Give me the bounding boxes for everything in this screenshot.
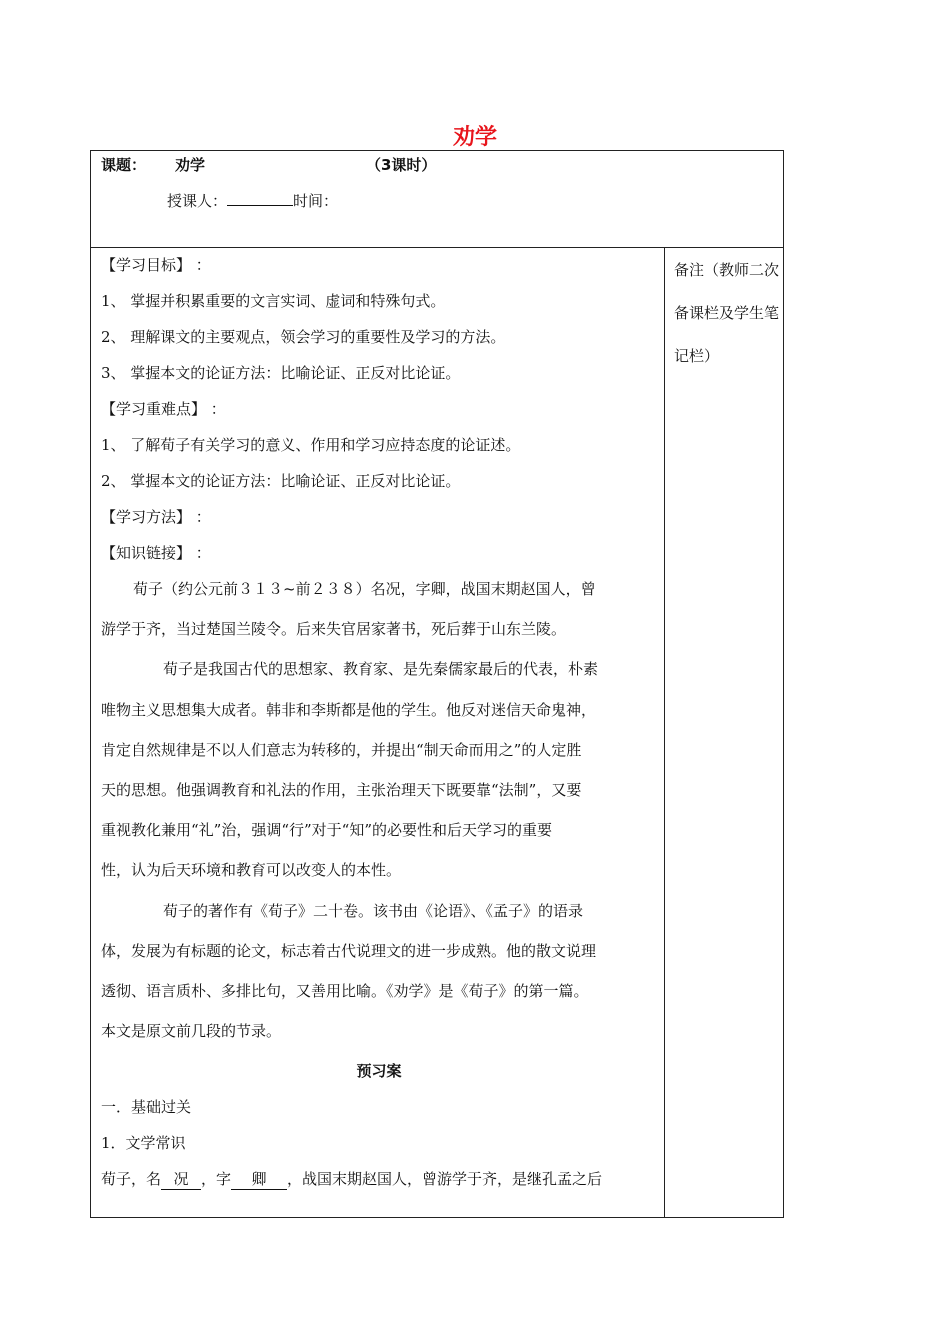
goal-item: 2、 理解课文的主要观点，领会学习的重要性及学习的方法。 [101,328,506,346]
link-heading: 【知识链接】 ： [101,544,211,562]
topic-name: 劝学 [175,156,206,174]
notes-divider [664,247,665,1218]
goal-item: 3、 掌握本文的论证方法：比喻论证、正反对比论证。 [101,364,461,382]
topic-label: 课题： [101,156,147,174]
text-line: 本文是原文前几段的节录。 [101,1022,282,1041]
goal-item: 1、 掌握并积累重要的文言实词、虚词和特殊句式。 [101,292,446,310]
text-line: 荀子是我国古代的思想家、教育家、是先秦儒家最后的代表，朴素 [163,660,599,679]
fill-text: ，字 [201,1170,232,1189]
lesson-hours: （3课时） [366,156,437,174]
text-line: 性，认为后天环境和教育可以改变人的本性。 [101,861,402,880]
key-item: 1、 了解荀子有关学习的意义、作用和学习应持态度的论证述。 [101,436,521,454]
page-title: 劝学 [452,125,497,150]
fill-answer: 况 [161,1169,201,1190]
preview-subheading: 1．文学常识 [101,1134,186,1153]
fill-answer: 卿 [231,1169,287,1190]
text-line: 重视教化兼用“礼”治，强调“行”对于“知”的必要性和后天学习的重要 [101,821,553,840]
method-heading: 【学习方法】 ： [101,508,211,526]
goals-heading: 【学习目标】 ： [101,256,211,274]
key-heading: 【学习重难点】 ： [101,400,226,418]
teacher-line [167,190,338,211]
lesson-content [101,252,657,1202]
text-line: 透彻、语言质朴、多排比句，又善用比喻。《劝学》是《荀子》的第一篇。 [101,981,589,1000]
fill-in-line [101,1166,657,1202]
teacher-label: 授课人： [167,192,228,210]
knowledge-paragraph-3 [101,898,657,1059]
text-line: 游学于齐，当过楚国兰陵令。后来失官居家著书，死后葬于山东兰陵。 [101,620,567,639]
text-line: 荀子的著作有《荀子》二十卷。该书由《论语》、《孟子》的语录 [163,901,584,920]
header-divider [90,247,784,248]
preview-heading: 预习案 [356,1062,402,1081]
notes-column: 备注（教师二次备课栏及学生笔记栏） [674,261,780,365]
key-item: 2、 掌握本文的论证方法：比喻论证、正反对比论证。 [101,472,461,490]
text-line: 体，发展为有标题的论文，标志着古代说理文的进一步成熟。他的散文说理 [101,941,597,960]
fill-text: ，战国末期赵国人，曾游学于齐，是继孔孟之后 [287,1170,603,1189]
preview-subheading: 一．基础过关 [101,1098,192,1117]
teacher-blank [227,192,293,206]
knowledge-paragraph-1 [101,576,657,656]
text-line: 唯物主义思想集大成者。韩非和李斯都是他的学生。他反对迷信天命鬼神， [101,700,597,719]
text-line: 荀子（约公元前３１３~前２３８）名况，字卿，战国末期赵国人，曾 [133,580,596,598]
knowledge-paragraph-2 [101,656,657,897]
fill-text: 荀子，名 [101,1170,162,1189]
text-line: 天的思想。他强调教育和礼法的作用，主张治理天下既要靠“法制”，又要 [101,780,582,799]
time-label: 时间： [293,192,339,210]
text-line: 肯定自然规律是不以人们意志为转移的，并提出“制天命而用之”的人定胜 [101,740,582,759]
